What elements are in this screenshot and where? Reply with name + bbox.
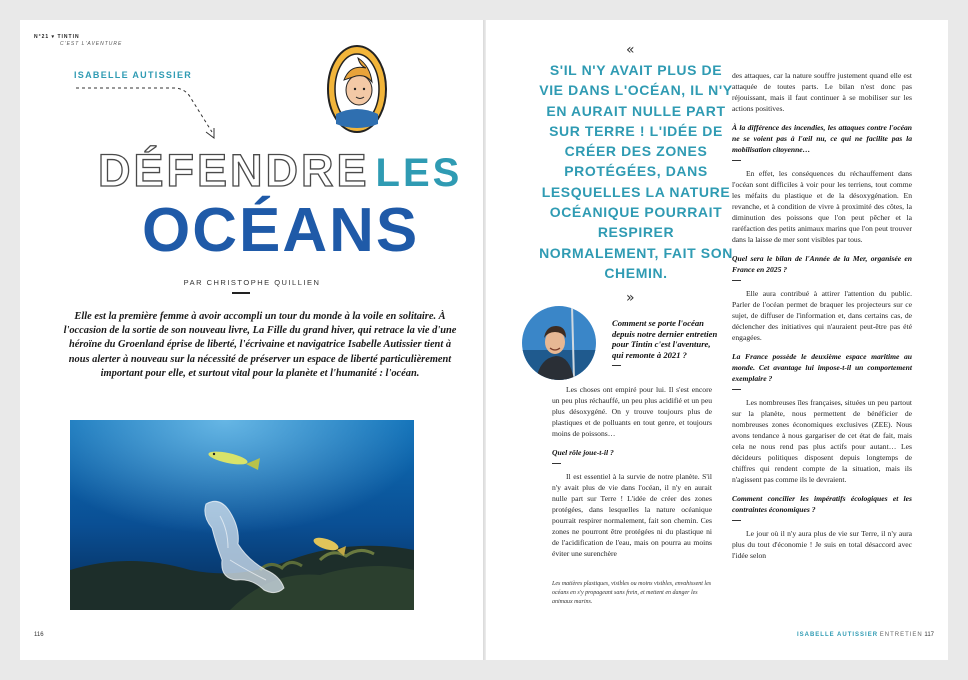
question-3: À la différence des incendies, les attaques contre l'océan ne se voient pas à l'œil nu, ce qui ne facilite pas la mobilisation citoyenne… (732, 123, 912, 154)
issue-label: N°21 ▾ TINTIN (34, 34, 80, 40)
question-2: Quel rôle joue-t-il ? (552, 448, 614, 457)
dashed-arrow-icon (74, 86, 224, 146)
left-page (20, 20, 484, 660)
answer-1: Les choses ont empiré pour lui. Il s'est encore un peu plus réchauffé, un peu plus acidifié et un peu plus désoxygéné. On y trouve toujours plus de plastiques et de polluants en tout genre, et toujours moins de poissons… (552, 385, 712, 438)
answer-dash: — (732, 155, 741, 165)
question-4: Quel sera le bilan de l'Année de la Mer, organisée en France en 2025 ? (732, 254, 912, 274)
title-word-defendre: DÉFENDRE (98, 145, 370, 196)
pull-quote: S'IL N'Y AVAIT PLUS DE VIE DANS L'OCÉAN, IL N'Y EN AURAIT NULLE PART SUR TERRE ! L'IDÉE DE CRÉER DES ZONES PROTÉGÉES, DANS LESQUELLES LA NATURE OCÉANIQUE POURRAIT RESPIRER NORMALEMENT, FAIT SON CHEMIN. (539, 62, 733, 281)
tintin-portrait-icon (326, 44, 388, 134)
question-1: Comment se porte l'océan depuis notre dernier entretien pour Tintin c'est l'aventure, qui remonte à 2021 ? — (612, 318, 720, 370)
chapeau: Elle est la première femme à avoir accompli un tour du monde à la voile en solitaire. À l'occasion de la sortie de son nouveau livre, La Fille du grand hiver, qui retrace la vie d'une héroïne du Groenland éprise de liberté, l'écrivaine et navigatrice Isabelle Autissier tient à nous alerter à nouveau sur la nécessité de préserver un espace de liberté particulièrement important pour elle, et surtout vital pour la planète et l'humanité : l'océan. (63, 311, 457, 379)
footer-author: ISABELLE AUTISSIER (796, 632, 879, 638)
page-number-left: 116 (34, 632, 44, 638)
series-label: C'EST L'AVENTURE (60, 41, 123, 47)
answer-6: Le jour où il n'y aura plus de vie sur Terre, il n'y aura plus du tout d'économie ! Je suis en total désaccord avec l'idée selon (732, 529, 912, 560)
page-footer-right (797, 632, 934, 638)
answer-dash: — (552, 458, 561, 468)
byline-rule (232, 292, 250, 294)
autissier-portrait (522, 306, 596, 380)
column-1 (552, 384, 712, 563)
answer-5: Les nombreuses îles françaises, situées un peu partout sur la planète, nous permettent de bénéficier de nombreuses zones économiques exclusives (ZEE). Nous avons tendance à nous gargariser de cet état de fait, mais cela ne nous rend pas plus actifs pour autant… Les décideurs politiques disposent depuis longtemps de chiffres qui rendent compte de la situation, mais ils n'agissent pas comme ils le devraient. (732, 398, 912, 484)
quote-close-mark: » (626, 290, 635, 306)
page-number-right: 117 (924, 632, 934, 638)
answer-2: Il est essentiel à la survie de notre planète. S'il n'y avait plus de vie dans l'océan, il n'y en aurait nulle part sur Terre ! L'idée de créer des zones protégées, dans lesquelles la nature océanique pourrait respirer normalement, fait son chemin. Ces zones ne pourront être protégées ni du plastique ni de l'acidification de l'eau, mais on pourra au moins éviter une surenchère (552, 472, 712, 558)
answer-dash: — (732, 384, 741, 394)
answer-dash: — (732, 275, 741, 285)
byline: PAR CHRISTOPHE QUILLIEN (183, 278, 321, 287)
answer-dash: — (612, 360, 621, 370)
author-label: ISABELLE AUTISSIER (74, 70, 193, 80)
photo-caption: Les matières plastiques, visibles ou moins visibles, envahissent les océans en s'y propageant sans frein, et mettent en danger les animaux marins. (552, 581, 712, 605)
title-line-1 (98, 145, 463, 196)
answer-4: Elle aura contribué à attirer l'attention du public. Parler de l'océan permet de braquer les projecteurs sur ce sujet, de diffuser de l'information et, dans certains cas, de déclencher des initiatives qui n'auraient peut-être pas été engagées. (732, 289, 912, 342)
quote-open-mark: « (626, 42, 635, 58)
title-word-les: LES (375, 151, 463, 195)
footer-section: ENTRETIEN (879, 632, 923, 638)
answer-2-continued: des attaques, car la nature souffre justement quand elle est attaquée de toutes parts. Le bilan n'est donc pas réjouissant, mais il faut continuer à se mobiliser sur les actions positives. (732, 71, 912, 113)
question-6: Comment concilier les impératifs écologiques et les contraintes économiques ? (732, 494, 912, 514)
ocean-plastic-photo (70, 420, 414, 610)
answer-dash: — (732, 515, 741, 525)
column-2 (732, 70, 912, 565)
running-head (34, 34, 122, 47)
title-line-2: OCÉANS (142, 196, 420, 265)
right-page (486, 20, 948, 660)
question-5: La France possède le deuxième espace maritime au monde. Cet avantage lui impose-t-il un comportement exemplaire ? (732, 352, 912, 383)
answer-3: En effet, les conséquences du réchauffement dans l'océan sont difficiles à voir pour les terriens, tout comme les méfaits du plastique et de la désoxygénation. En revanche, et à condition de vivre à proximité des côtes, la diminution des poissons que l'on peut pêcher et la raréfaction des petits animaux marins que l'on peut trouver dans la laisse de mer sont visibles par tous. (732, 169, 912, 244)
